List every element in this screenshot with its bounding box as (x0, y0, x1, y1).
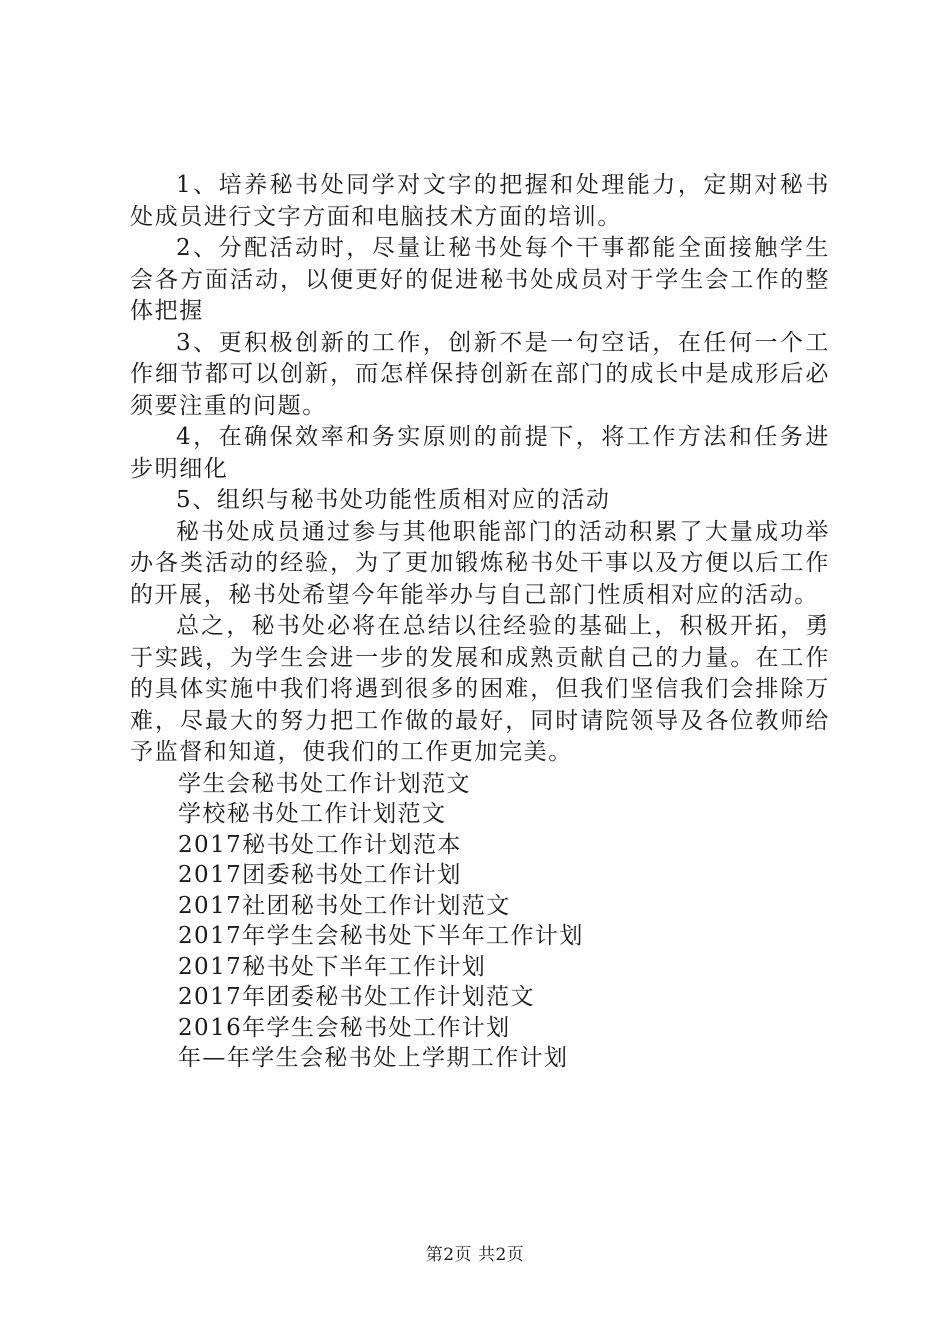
related-titles-list (130, 769, 830, 1074)
paragraph-innovation: 3、更积极创新的工作，创新不是一句空话，在任何一个工作细节都可以创新，而怎样保持创新在部门的成长中是成形后必须要注重的问题。 (130, 329, 830, 419)
paragraph-conclusion: 总之，秘书处必将在总结以往经验的基础上，积极开拓，勇于实践，为学生会进一步的发展和成熟贡献自己的力量。在工作的具体实施中我们将遇到很多的困难，但我们坚信我们会排除万难，尽最大的努力把工作做的最好，同时请院领导及各位教师给予监督和知道，使我们的工作更加完美。 (130, 613, 830, 765)
related-title-item[interactable]: 学校秘书处工作计划范文 (178, 801, 447, 827)
related-title-item[interactable]: 学生会秘书处工作计划范文 (178, 770, 471, 797)
related-title-item[interactable]: 2017年学生会秘书处下半年工作计划 (178, 923, 584, 949)
paragraph-activity-assignment: 2、分配活动时，尽量让秘书处每个干事都能全面接触学生会各方面活动，以便更好的促进秘书处成员对于学生会工作的整体把握 (130, 235, 830, 324)
document-body (130, 170, 830, 1074)
paragraph-experience: 秘书处成员通过参与其他职能部门的活动积累了大量成功举办各类活动的经验，为了更加锻炼秘书处干事以及方便以后工作的开展，秘书处希望今年能举办与自己部门性质相对应的活动。 (130, 518, 830, 608)
paragraph-organize-activities: 5、组织与秘书处功能性质相对应的活动 (176, 487, 611, 513)
related-title-item[interactable]: 2017社团秘书处工作计划范文 (178, 892, 511, 919)
page-number-footer: 第2页 共2页 (425, 1245, 525, 1265)
related-title-item[interactable]: 2017年团委秘书处工作计划范文 (178, 984, 535, 1010)
related-title-item[interactable]: 2017秘书处工作计划范本 (178, 831, 462, 858)
paragraph-training: 1、培养秘书处同学对文字的把握和处理能力，定期对秘书处成员进行文字方面和电脑技术方面的培训。 (130, 172, 830, 230)
related-title-item[interactable]: 年—年学生会秘书处上学期工作计划 (178, 1045, 569, 1071)
related-title-item[interactable]: 2016年学生会秘书处工作计划 (178, 1014, 511, 1041)
paragraph-efficiency: 4，在确保效率和务实原则的前提下，将工作方法和任务进步明细化 (130, 424, 830, 482)
related-title-item[interactable]: 2017秘书处下半年工作计划 (178, 953, 487, 980)
related-title-item[interactable]: 2017团委秘书处工作计划 (178, 862, 462, 888)
